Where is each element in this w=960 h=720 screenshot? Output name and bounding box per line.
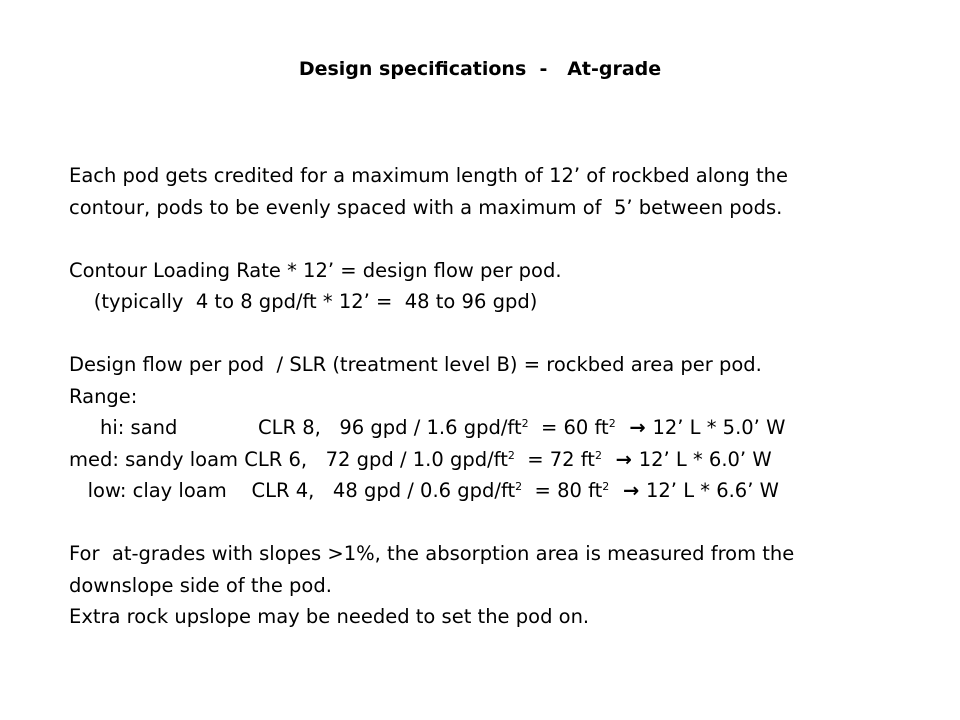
range-row-low [69, 475, 929, 507]
paragraph-line: contour, pods to be evenly spaced with a maximum of 5’ between pods. [69, 195, 783, 219]
range-row-hi [69, 412, 929, 444]
row-dimensions: 12’ L * 5.0’ W [652, 416, 786, 439]
row-exponent: 2 [602, 480, 610, 493]
row-prefix: low: clay loam CLR 4, 48 gpd / 0.6 gpd/ft [69, 479, 516, 502]
slide-title: Design specifications - At-grade [298, 58, 662, 80]
paragraph-line: Design flow per pod / SLR (treatment level B) = rockbed area per pod. [69, 353, 762, 376]
right-arrow-icon: → [615, 416, 653, 439]
paragraph-line: (typically 4 to 8 gpd/ft * 12’ = 48 to 96 gpd) [69, 290, 538, 313]
paragraph-line: Each pod gets credited for a maximum length of 12’ of rockbed along the [69, 164, 789, 187]
right-arrow-icon: → [601, 447, 639, 471]
range-row-med [69, 444, 929, 476]
paragraph-line: For at-grades with slopes >1%, the absorption area is measured from the [69, 542, 795, 565]
paragraph-line: Extra rock upslope may be needed to set the pod on. [69, 605, 590, 628]
row-area: = 72 ft [514, 447, 595, 471]
row-exponent: 2 [507, 448, 515, 462]
row-area: = 60 ft [528, 416, 609, 439]
right-arrow-icon: → [609, 479, 646, 502]
spacer [69, 318, 929, 350]
row-area: = 80 ft [522, 479, 603, 502]
row-exponent: 2 [608, 417, 616, 430]
row-dimensions: 12’ L * 6.6’ W [645, 479, 779, 502]
row-prefix: med: sandy loam CLR 6, 72 gpd / 1.0 gpd/ft [69, 447, 508, 471]
slide-body [69, 160, 929, 633]
spacer [69, 223, 929, 255]
paragraph-line: Contour Loading Rate * 12’ = design flow per pod. [69, 258, 562, 282]
row-exponent: 2 [521, 417, 529, 430]
row-prefix: hi: sand CLR 8, 96 gpd / 1.6 gpd/ft [69, 416, 522, 439]
spacer [69, 507, 929, 539]
row-dimensions: 12’ L * 6.0’ W [638, 447, 772, 471]
paragraph-line: downslope side of the pod. [69, 573, 332, 597]
range-label: Range: [69, 384, 138, 408]
row-exponent: 2 [515, 480, 523, 493]
row-exponent: 2 [594, 448, 602, 462]
